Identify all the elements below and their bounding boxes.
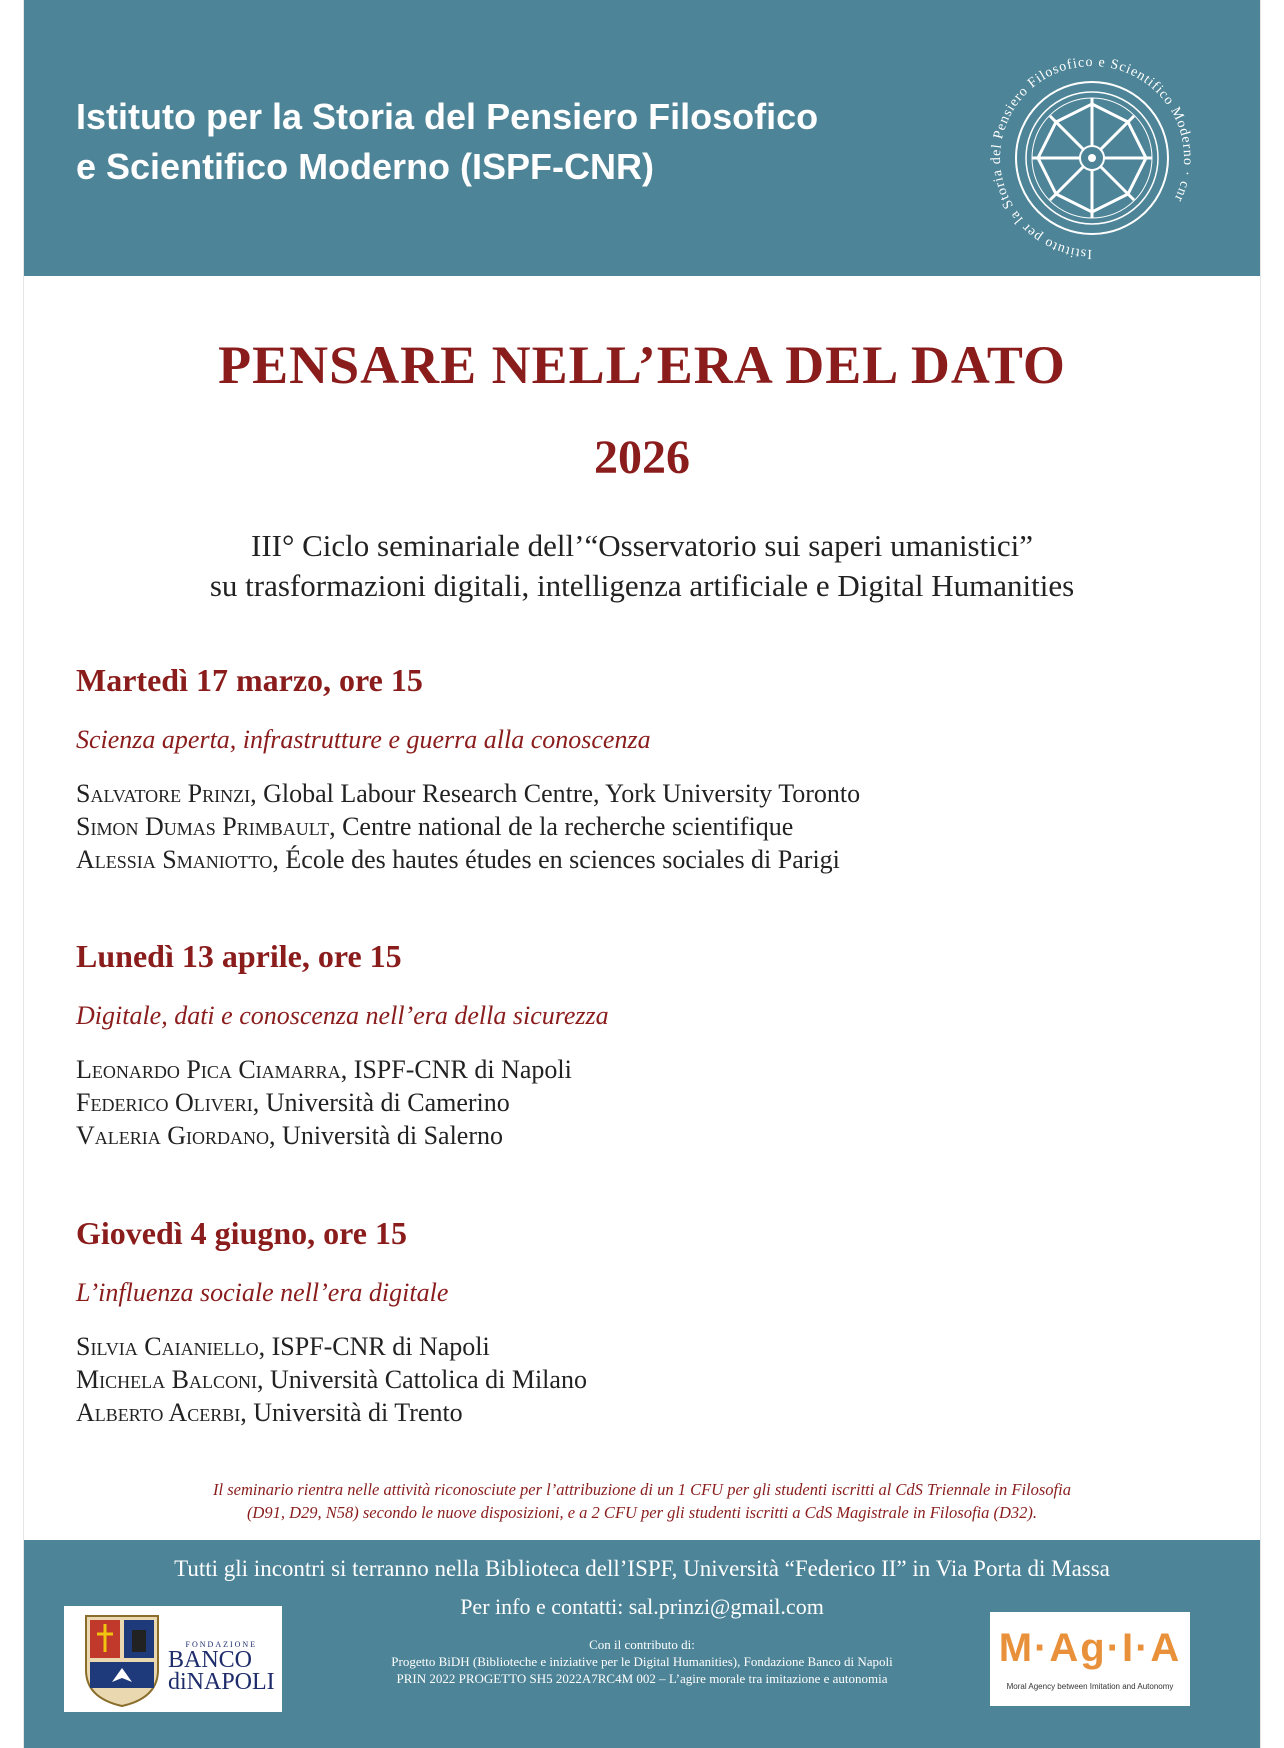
banco-crest-icon <box>82 1612 162 1708</box>
poster <box>24 0 1260 1748</box>
speaker: Federico Oliveri, Università di Camerino <box>76 1088 510 1117</box>
event-year: 2026 <box>594 431 690 484</box>
svg-text:Istituto per la Storia del Pen: Istituto per la Storia del Pensiero Filosofico e Scientifico Moderno · cnr <box>988 54 1196 262</box>
speaker: Michela Balconi, Università Cattolica di Milano <box>76 1365 587 1394</box>
session-date: Lunedì 13 aprile, ore 15 <box>76 938 402 974</box>
session-date: Martedì 17 marzo, ore 15 <box>76 662 423 698</box>
speaker-list <box>76 777 1216 876</box>
header-band <box>24 0 1260 276</box>
speaker-list <box>76 1053 1216 1152</box>
magia-logo: M·Ag·I·A Moral Agency between Imitation and Autonomy <box>990 1612 1190 1706</box>
credits: Con il contributo di: Progetto BiDH (Biblioteche e iniziative per le Digital Humanities), Fondazione Banco di Napoli PRIN 2022 PROGETTO SH5 2022A7RC4M 002 – L’agire morale tra imitazione e autonomia <box>391 1637 893 1686</box>
speaker: Leonardo Pica Ciamarra, ISPF-CNR di Napoli <box>76 1055 572 1084</box>
session-1 <box>76 662 1216 876</box>
footer-band <box>24 1540 1260 1748</box>
banco-napoli-logo <box>64 1606 282 1712</box>
speaker-list <box>76 1330 1216 1429</box>
session-topic: Scienza aperta, infrastrutture e guerra alla conoscenza <box>76 725 651 754</box>
speaker: Simon Dumas Primbault, Centre national de la recherche scientifique <box>76 812 794 841</box>
event-title: PENSARE NELL’ERA DEL DATO <box>218 335 1066 395</box>
session-2 <box>76 938 1216 1152</box>
session-topic: L’influenza sociale nell’era digitale <box>76 1278 449 1307</box>
cfu-note: Il seminario rientra nelle attività riconosciute per l’attribuzione di un 1 CFU per gli studenti iscritti al CdS Triennale in Filosofia (D91, D29, N58) secondo le nuove disposizioni, e a 2 CFU per gli studenti iscritti a CdS Magistrale in Filosofia (D32). <box>213 1480 1071 1522</box>
venue-text: Tutti gli incontri si terranno nella Biblioteca dell’ISPF, Università “Federico II” in Via Porta di Massa <box>174 1556 1110 1581</box>
session-date: Giovedì 4 giugno, ore 15 <box>76 1215 407 1251</box>
speaker: Alessia Smaniotto, École des hautes études en sciences sociales di Parigi <box>76 845 840 874</box>
ispf-seal-icon <box>987 40 1197 274</box>
session-topic: Digitale, dati e conoscenza nell’era della sicurezza <box>76 1001 609 1030</box>
banco-wordmark: FONDAZIONE BANCO diNAPOLI <box>168 1640 275 1695</box>
speaker: Alberto Acerbi, Università di Trento <box>76 1398 463 1427</box>
event-subtitle: III° Ciclo seminariale dell’“Osservatorio sui saperi umanistici” su trasformazioni digitali, intelligenza artificiale e Digital Humanities <box>209 528 1075 603</box>
institute-name: Istituto per la Storia del Pensiero Filosofico e Scientifico Moderno (ISPF-CNR) <box>76 96 819 187</box>
speaker: Salvatore Prinzi, Global Labour Research Centre, York University Toronto <box>76 779 861 808</box>
contact-text: Per info e contatti: sal.prinzi@gmail.com <box>460 1594 824 1619</box>
session-3 <box>76 1215 1216 1429</box>
speaker: Valeria Giordano, Università di Salerno <box>76 1121 503 1150</box>
speaker: Silvia Caianiello, ISPF-CNR di Napoli <box>76 1332 490 1361</box>
